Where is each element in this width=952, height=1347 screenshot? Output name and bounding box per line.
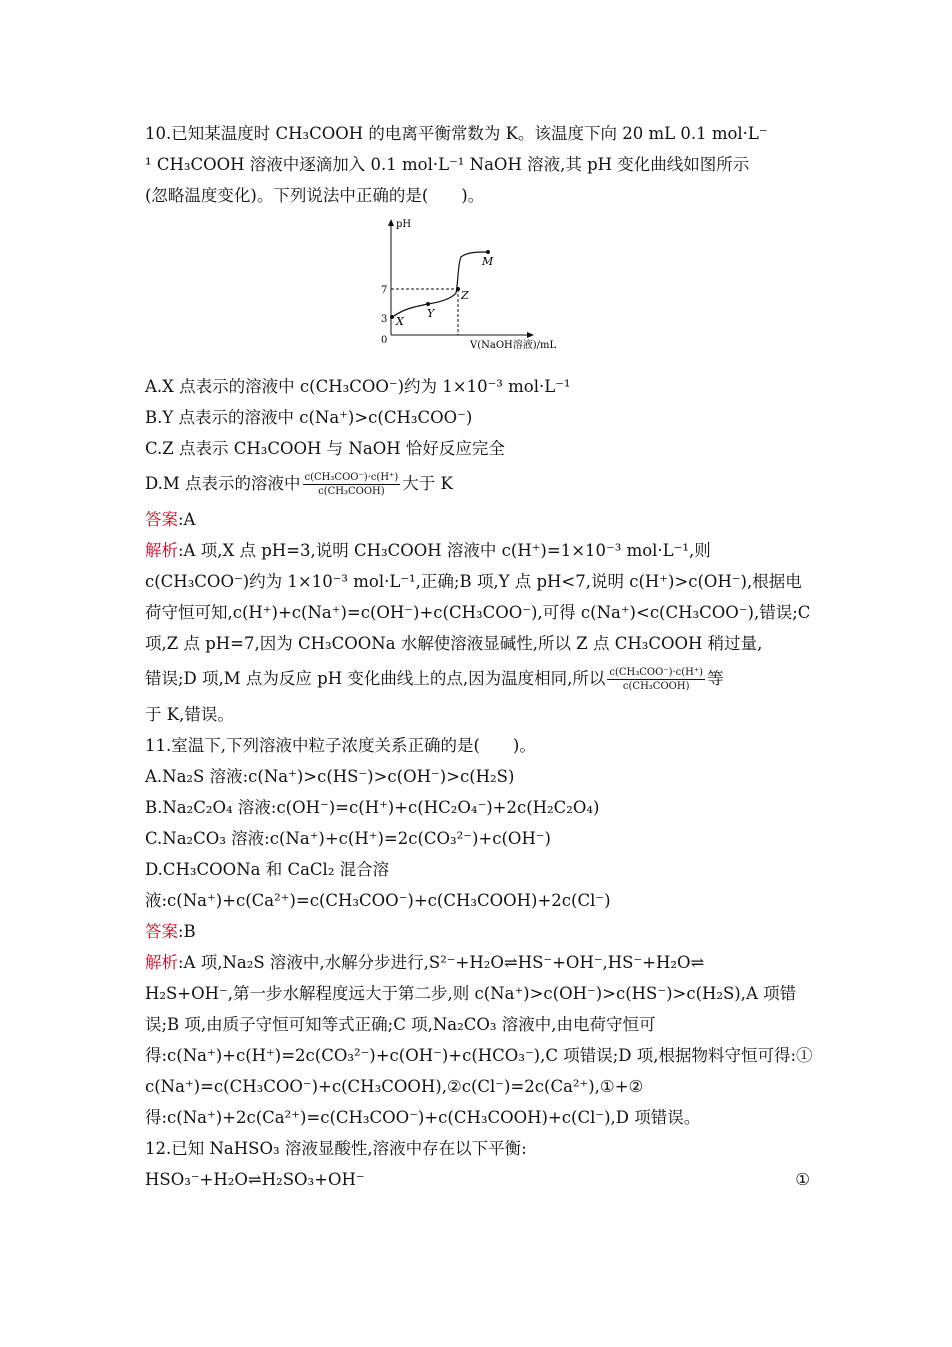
- q11-explanation-line1: [145, 947, 810, 978]
- q10-explanation-line3: 荷守恒可知,c(H⁺)+c(Na⁺)=c(OH⁻)+c(CH₃COO⁻),可得 c(Na⁺)<c(CH₃COO⁻),错误;C: [145, 603, 811, 622]
- explanation-text: :A 项,Na₂S 溶液中,水解分步进行,S²⁻+H₂O⇌HS⁻+OH⁻,HS⁻+H₂O⇌: [178, 953, 705, 972]
- label-z: Z: [461, 289, 469, 302]
- explanation-text: :A 项,X 点 pH=3,说明 CH₃COOH 溶液中 c(H⁺)=1×10⁻³ mol·L⁻¹,则: [178, 541, 711, 560]
- tick-3: 3: [381, 314, 388, 325]
- q10-explanation-line1: [145, 535, 810, 566]
- fraction-denominator: c(CH₃COOH): [318, 486, 385, 497]
- q11-option-a: A.Na₂S 溶液:c(Na⁺)>c(HS⁻)>c(OH⁻)>c(H₂S): [145, 767, 515, 786]
- label-y: Y: [427, 307, 435, 320]
- q11-explanation-line4: 得:c(Na⁺)+c(H⁺)=2c(CO₃²⁻)+c(OH⁻)+c(HCO₃⁻),C 项错误;D 项,根据物料守恒可得:①: [145, 1046, 813, 1065]
- q10-option-d-post: 大于 K: [402, 474, 453, 493]
- q11-explanation-line2: H₂S+OH⁻,第一步水解程度远大于第二步,则 c(Na⁺)>c(OH⁻)>c(HS⁻)>c(H₂S),A 项错: [145, 984, 797, 1003]
- ph-curve: [391, 252, 488, 318]
- q10-answer: [145, 504, 810, 535]
- fraction-numerator: c(CH₃COO⁻)·c(H⁺): [609, 667, 704, 678]
- ph-titration-graph: [145, 217, 810, 365]
- explanation-text: 错误;D 项,M 点为反应 pH 变化曲线上的点,因为温度相同,所以: [145, 669, 606, 688]
- q12-equation: [145, 1164, 810, 1195]
- q11-option-b: B.Na₂C₂O₄ 溶液:c(OH⁻)=c(H⁺)+c(HC₂O₄⁻)+2c(H₂C₂O₄): [145, 798, 600, 817]
- q11-option-c: C.Na₂CO₃ 溶液:c(Na⁺)+c(H⁺)=2c(CO₃²⁻)+c(OH⁻): [145, 829, 551, 848]
- point-m: [486, 250, 490, 254]
- x-axis-label: V(NaOH溶液)/mL: [470, 340, 557, 351]
- q10-explanation-line6: 于 K,错误。: [145, 705, 234, 724]
- answer-value: :A: [178, 510, 196, 529]
- point-z: [456, 287, 460, 291]
- label-m: M: [482, 255, 494, 268]
- point-y: [426, 302, 430, 306]
- q11-option-d-line2: 液:c(Na⁺)+c(Ca²⁺)=c(CH₃COO⁻)+c(CH₃COOH)+2c(Cl⁻): [145, 891, 611, 910]
- q11-explanation-line6: 得:c(Na⁺)+2c(Ca²⁺)=c(CH₃COO⁻)+c(CH₃COOH)+c(Cl⁻),D 项错误。: [145, 1108, 701, 1127]
- q10-explanation-line4: 项,Z 点 pH=7,因为 CH₃COONa 水解使溶液显碱性,所以 Z 点 CH₃COOH 稍过量,: [145, 634, 763, 653]
- q11-option-d-line1: D.CH₃COONa 和 CaCl₂ 混合溶: [145, 860, 390, 879]
- explanation-label: 解析: [145, 953, 178, 972]
- point-x: [390, 315, 394, 319]
- q11-explanation-line5: c(Na⁺)=c(CH₃COO⁻)+c(CH₃COOH),②c(Cl⁻)=2c(Ca²⁺),①+②: [145, 1077, 644, 1096]
- answer-value: :B: [178, 922, 196, 941]
- q10-option-b: B.Y 点表示的溶液中 c(Na⁺)>c(CH₃COO⁻): [145, 408, 473, 427]
- label-x: X: [396, 315, 404, 328]
- equation-number: ①: [795, 1170, 810, 1189]
- fraction-denominator: c(CH₃COOH): [622, 681, 690, 692]
- document-page: [145, 118, 813, 1195]
- q10-option-c: C.Z 点表示 CH₃COOH 与 NaOH 恰好反应完全: [145, 439, 505, 458]
- equation-text: HSO₃⁻+H₂O⇌H₂SO₃+OH⁻: [145, 1170, 365, 1189]
- q10-explanation-line5: [145, 659, 810, 699]
- y-axis-label: pH: [396, 219, 412, 230]
- q12-stem: 12.已知 NaHSO₃ 溶液显酸性,溶液中存在以下平衡:: [145, 1139, 527, 1158]
- q10-explanation-line2: c(CH₃COO⁻)约为 1×10⁻³ mol·L⁻¹,正确;B 项,Y 点 pH<7,说明 c(H⁺)>c(OH⁻),根据电: [145, 572, 802, 591]
- answer-label: 答案: [145, 922, 178, 941]
- explanation-text: 等: [707, 669, 724, 688]
- tick-7: 7: [381, 285, 388, 296]
- answer-label: 答案: [145, 510, 178, 529]
- q11-explanation-line3: 误;B 项,由质子守恒可知等式正确;C 项,Na₂CO₃ 溶液中,由电荷守恒可: [145, 1015, 656, 1034]
- q10-option-d-pre: D.M 点表示的溶液中: [145, 474, 301, 493]
- q10-stem-line1: 10.已知某温度时 CH₃COOH 的电离平衡常数为 K。该温度下向 20 mL 0.1 mol·L⁻: [145, 124, 768, 143]
- y-axis-arrow: [388, 219, 394, 226]
- q10-option-d: [145, 464, 810, 504]
- q10-stem-line2: ¹ CH₃COOH 溶液中逐滴加入 0.1 mol·L⁻¹ NaOH 溶液,其 pH 变化曲线如图所示: [145, 155, 750, 174]
- origin-label: 0: [381, 335, 388, 346]
- explanation-label: 解析: [145, 541, 178, 560]
- q10-option-a: A.X 点表示的溶液中 c(CH₃COO⁻)约为 1×10⁻³ mol·L⁻¹: [145, 377, 571, 396]
- fraction-numerator: c(CH₃COO⁻)·c(H⁺): [304, 472, 399, 483]
- q10-explanation-fraction: [607, 666, 705, 693]
- q11-answer: [145, 916, 810, 947]
- q11-stem: 11.室温下,下列溶液中粒子浓度关系正确的是( )。: [145, 736, 536, 755]
- x-axis-arrow: [527, 332, 534, 338]
- q10-option-d-fraction: [303, 471, 401, 498]
- q10-stem-line3: (忽略温度变化)。下列说法中正确的是( )。: [145, 186, 485, 205]
